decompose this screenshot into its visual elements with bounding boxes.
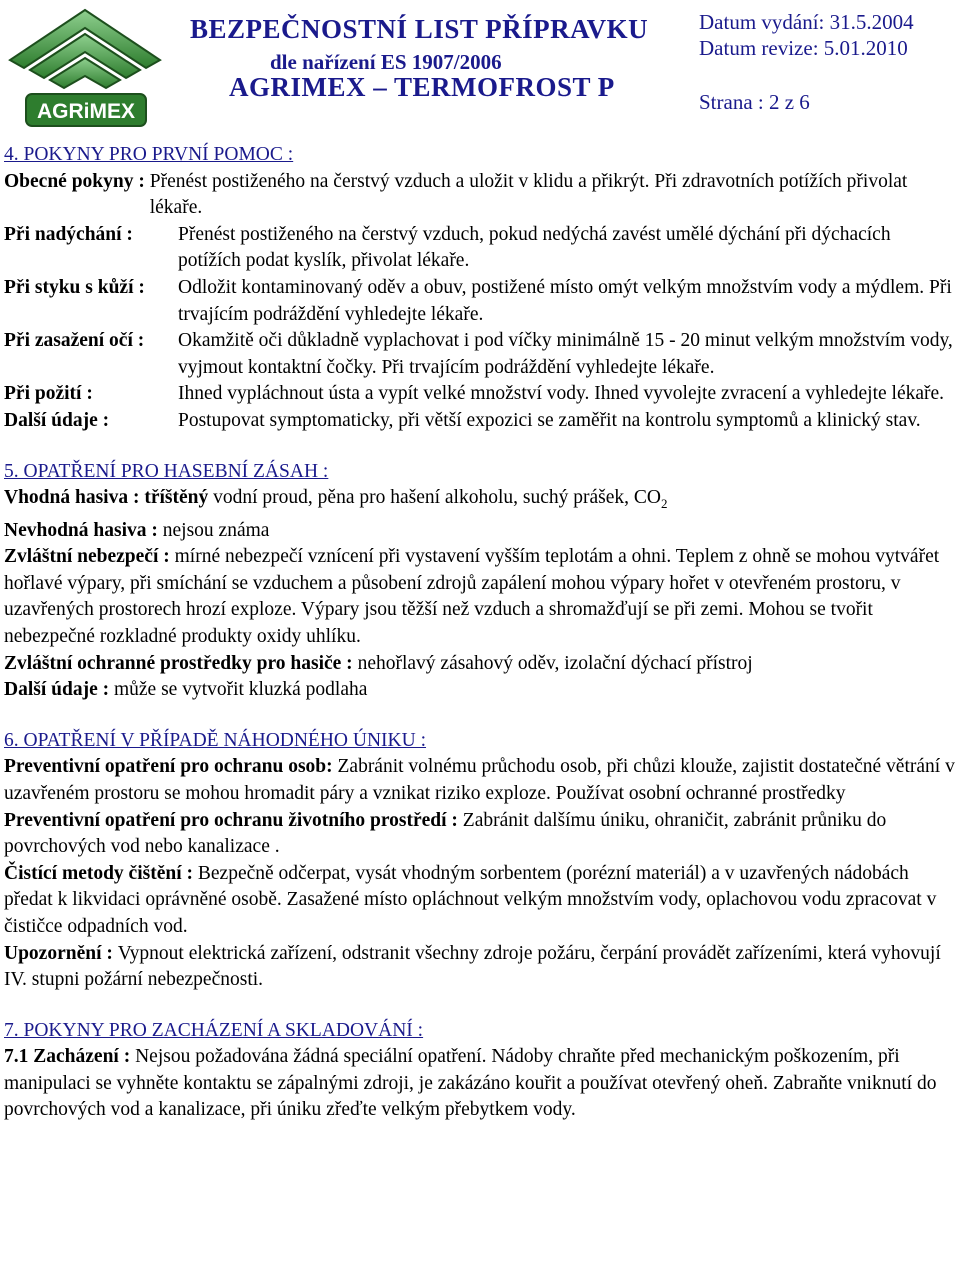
logo-text: AGRiMEX xyxy=(36,100,136,123)
ingestion-label: Při požití : xyxy=(4,383,98,405)
eyes-text: Okamžitě oči důkladně vyplachovat i pod víčky minimálně 15 - 20 minut velkým množstvím vody, vyjmout kontaktní čočky. Při trvajícím podráždění vyhledejte lékaře. xyxy=(178,330,953,378)
environmental-precautions xyxy=(4,808,956,861)
document-title: BEZPEČNOSTNÍ LIST PŘÍPRAVKU xyxy=(190,14,649,44)
first-aid-inhalation xyxy=(4,222,956,275)
other-text: Postupovat symptomaticky, při větší expozici se zaměřit na kontrolu symptomů a klinický stav. xyxy=(178,409,921,431)
first-aid-skin xyxy=(4,275,956,328)
warning-label: Upozornění : xyxy=(4,942,118,964)
first-aid-ingestion xyxy=(4,381,956,408)
product-name: AGRIMEX – TERMOFROST P xyxy=(229,72,615,102)
unsuitable-text: nejsou známa xyxy=(162,519,270,541)
clean-label: Čistící metody čištění : xyxy=(4,862,198,884)
personal-precautions xyxy=(4,754,956,807)
unsuitable-extinguishers xyxy=(4,518,956,545)
section-5-title: 5. OPATŘENÍ PRO HASEBNÍ ZÁSAH : xyxy=(4,460,329,482)
skin-label: Při styku s kůží : xyxy=(4,276,150,298)
ingestion-text: Ihned vypláchnout ústa a vypít velké množství vody. Ihned vyvolejte zvracení a vyhledejte lékaře. xyxy=(178,383,945,405)
env-label: Preventivní opatření pro ochranu životního prostředí : xyxy=(4,809,463,831)
document-body xyxy=(4,142,956,1124)
protective-text: nehořlavý zásahový oděv, izolační dýchací přístroj xyxy=(357,652,753,674)
fire-other-info xyxy=(4,677,956,704)
hazard-text: mírné nebezpečí vznícení při vystavení vyšším teplotám a ohni. Teplem z ohně se mohou vytvářet hořlavé výpary, při smíchání se vzduchem a působení zdrojů zapálení mohou výpary hořet v otevřeném prostoru, v uzavřených prostorech hrozí exploze. Výpary jsou těžší než vzduch a shromažďují se při zemi. Mohou se tvořit nebezpečné rozkladné produkty oxidy uhlíku. xyxy=(4,546,940,647)
first-aid-general xyxy=(4,169,956,222)
section-4 xyxy=(4,142,956,435)
hazard-label: Zvláštní nebezpečí : xyxy=(4,546,175,568)
first-aid-eyes xyxy=(4,328,956,381)
clean-text: Bezpečně odčerpat, vysát vhodným sorbentem (porézní materiál) a v uzavřených nádobách předat k likvidaci oprávněné osobě. Zasažené místo opláchnout velkým množstvím vody, oplachovou vodu zpracovat v čističce odpadních vod. xyxy=(4,862,937,937)
first-aid-other xyxy=(4,408,956,435)
eyes-label: Při zasažení očí : xyxy=(4,330,150,352)
handling-label: 7.1 Zacházení : xyxy=(4,1046,136,1068)
co2-subscript: 2 xyxy=(661,496,668,512)
unsuitable-label: Nevhodná hasiva : xyxy=(4,519,163,541)
suitable-extinguishers xyxy=(4,485,956,517)
revision-date: Datum revize: 5.01.2010 xyxy=(699,36,908,60)
suitable-bold: tříštěný xyxy=(144,487,209,509)
section-6 xyxy=(4,728,956,994)
warning-note xyxy=(4,941,956,994)
other-label: Další údaje : xyxy=(4,409,114,431)
protective-label: Zvláštní ochranné prostředky pro hasiče : xyxy=(4,652,358,674)
fire-other-label: Další údaje : xyxy=(4,679,114,701)
issue-date: Datum vydání: 31.5.2004 xyxy=(699,10,914,34)
section-6-title: 6. OPATŘENÍ V PŘÍPADĚ NÁHODNÉHO ÚNIKU : xyxy=(4,729,427,751)
special-hazards xyxy=(4,544,956,650)
agrimex-logo xyxy=(8,6,163,131)
inhalation-label: Při nadýchání : xyxy=(4,223,138,245)
section-7-title: 7. POKYNY PRO ZACHÁZENÍ A SKLADOVÁNÍ : xyxy=(4,1019,424,1041)
persons-label: Preventivní opatření pro ochranu osob: xyxy=(4,756,338,778)
document-header xyxy=(0,0,960,140)
logo-mark xyxy=(10,10,160,88)
firefighter-equipment xyxy=(4,651,956,678)
suitable-text: vodní proud, pěna pro hašení alkoholu, suchý prášek, CO xyxy=(208,487,661,509)
env-text: Zabránit dalšímu úniku, ohraničit, zabránit průniku do povrchových vod nebo kanalizace . xyxy=(4,809,887,858)
section-5 xyxy=(4,459,956,704)
general-label: Obecné pokyny : xyxy=(4,170,150,192)
cleanup-methods xyxy=(4,861,956,941)
inhalation-text: Přenést postiženého na čerstvý vzduch, pokud nedýchá zavést umělé dýchání při dýchacích potížích podat kyslík, přivolat lékaře. xyxy=(178,223,891,272)
suitable-label: Vhodná hasiva : xyxy=(4,487,145,509)
page-number: Strana : 2 z 6 xyxy=(699,90,810,114)
general-text: Přenést postiženého na čerstvý vzduch a uložit v klidu a přikrýt. Při zdravotních potížích přivolat lékaře. xyxy=(149,170,908,219)
document-regulation: dle nařízení ES 1907/2006 xyxy=(270,50,502,74)
skin-text: Odložit kontaminovaný oděv a obuv, postižené místo omýt velkým množstvím vody a mýdlem. Při trvajícím podráždění vyhledejte lékaře. xyxy=(178,276,952,325)
section-7 xyxy=(4,1018,956,1124)
warning-text: Vypnout elektrická zařízení, odstranit všechny zdroje požáru, čerpání provádět zařízeními, která vyhovují IV. stupni požární nebezpečnosti. xyxy=(4,942,941,991)
handling-text: Nejsou požadována žádná speciální opatření. Nádoby chraňte před mechanickým poškozením, při manipulaci se vyhněte kontaktu se zápalnými zdroji, je zakázáno kouřit a používat otevřený oheň. Zabraňte vniknutí do povrchových vod a kanalizace, při úniku zřeďte velkým přebytkem vody. xyxy=(4,1046,937,1121)
persons-text: Zabránit volnému průchodu osob, při chůzi klouže, zajistit dostatečné větrání v uzavřeném prostoru se mohou hromadit páry a vznikat riziko exploze. Používat osobní ochranné prostředky xyxy=(4,756,955,804)
fire-other-text: může se vytvořit kluzká podlaha xyxy=(113,679,368,701)
section-4-title: 4. POKYNY PRO PRVNÍ POMOC : xyxy=(4,144,294,165)
handling xyxy=(4,1044,956,1124)
